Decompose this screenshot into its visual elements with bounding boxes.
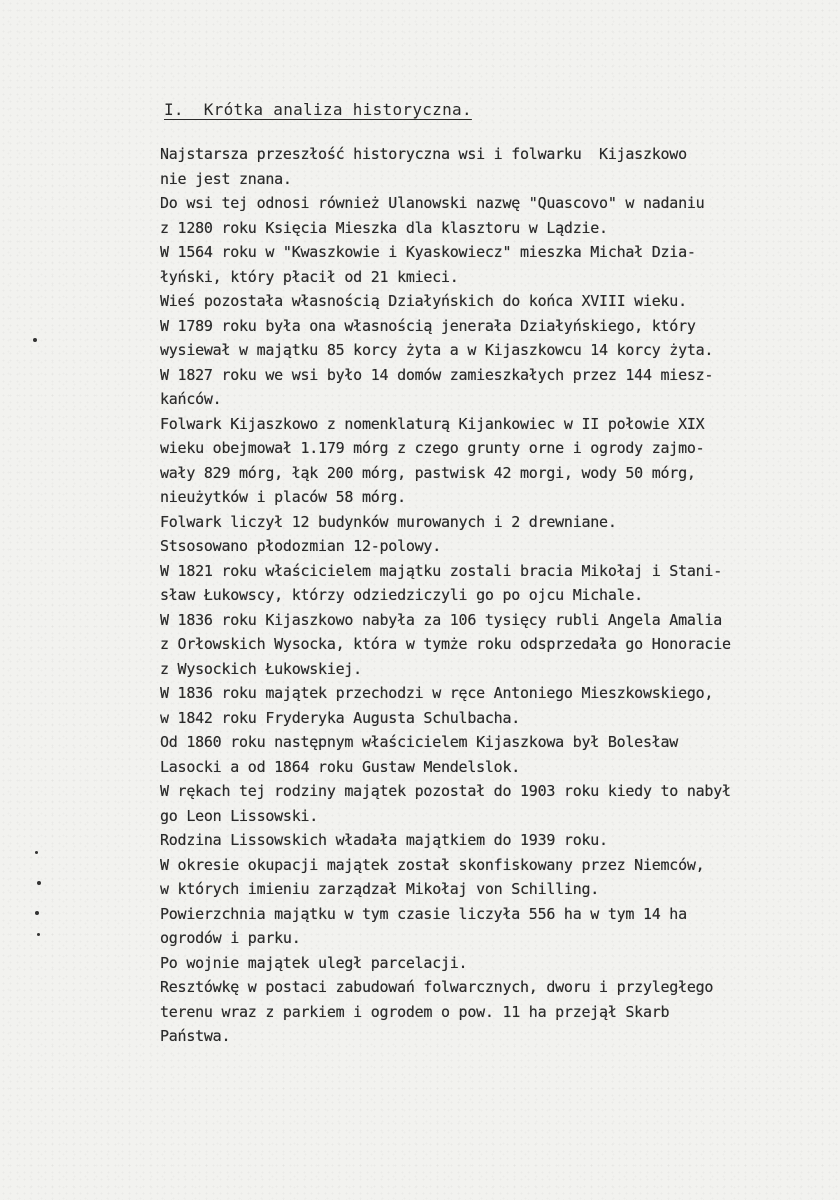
text-line: wysiewał w majątku 85 korcy żyta a w Kijaszkowcu 14 korcy żyta.: [160, 341, 714, 359]
text-line: W 1789 roku była ona własnością jenerała Działyńskiego, który: [160, 316, 696, 335]
text-line: go Leon Lissowski.: [160, 806, 319, 825]
text-line: Od 1860 roku następnym właścicielem Kijaszkowa był Bolesław: [160, 733, 679, 751]
text-line: Stsosowano płodozmian 12-polowy.: [160, 537, 441, 555]
text-line: W okresie okupacji majątek został skonfiskowany przez Niemców,: [160, 855, 705, 874]
text-line: Państwa.: [160, 1027, 231, 1045]
text-line: Najstarsza przeszłość historyczna wsi i folwarku Kijaszkowo: [160, 145, 687, 163]
text-line: łyński, który płacił od 21 kmieci.: [160, 267, 459, 286]
body-text: [160, 142, 840, 1049]
text-line: W 1564 roku w "Kwaszkowie i Kyaskowiecz" mieszka Michał Dzia-: [160, 243, 696, 261]
section-title: I. Krótka analiza historyczna.: [164, 100, 472, 119]
margin-dot: [37, 881, 41, 885]
text-line: kańców.: [160, 390, 222, 408]
margin-dot: [35, 851, 38, 854]
text-line: wały 829 mórg, łąk 200 mórg, pastwisk 42 morgi, wody 50 mórg,: [160, 463, 696, 482]
text-line: z 1280 roku Księcia Mieszka dla klasztoru w Lądzie.: [160, 218, 608, 237]
margin-dot: [33, 338, 37, 342]
text-line: Powierzchnia majątku w tym czasie liczyła 556 ha w tym 14 ha: [160, 904, 687, 923]
text-line: Do wsi tej odnosi również Ulanowski nazwę "Quascovo" w nadaniu: [160, 194, 705, 212]
text-line: terenu wraz z parkiem i ogrodem o pow. 11 ha przejął Skarb: [160, 1002, 670, 1021]
text-line: nieużytków i placów 58 mórg.: [160, 488, 406, 506]
text-line: w których imieniu zarządzał Mikołaj von Schilling.: [160, 880, 600, 898]
text-line: Resztówkę w postaci zabudowań folwarcznych, dworu i przyległego: [160, 978, 714, 996]
text-line: Lasocki a od 1864 roku Gustaw Mendelslok.: [160, 757, 521, 776]
margin-dot: [37, 933, 40, 936]
text-line: wieku obejmował 1.179 mórg z czego grunty orne i ogrody zajmo-: [160, 439, 705, 457]
text-line: sław Łukowscy, którzy odziedziczyli go po ojcu Michale.: [160, 586, 643, 604]
text-line: Rodzina Lissowskich władała majątkiem do 1939 roku.: [160, 831, 608, 849]
text-line: nie jest znana.: [160, 169, 292, 188]
text-line: W 1827 roku we wsi było 14 domów zamieszkałych przez 144 miesz-: [160, 365, 714, 384]
text-line: ogrodów i parku.: [160, 929, 301, 947]
text-line: Folwark liczył 12 budynków murowanych i 2 drewniane.: [160, 512, 617, 531]
text-line: z Wysockich Łukowskiej.: [160, 659, 362, 678]
margin-dot: [35, 911, 39, 915]
text-line: Wieś pozostała własnością Działyńskich do końca XVIII wieku.: [160, 292, 687, 310]
text-line: z Orłowskich Wysocka, która w tymże roku odsprzedała go Honoracie: [160, 635, 731, 653]
text-line: W 1821 roku właścicielem majątku zostali bracia Mikołaj i Stani-: [160, 561, 722, 580]
text-line: w 1842 roku Fryderyka Augusta Schulbacha.: [160, 708, 521, 727]
text-line: Folwark Kijaszkowo z nomenklaturą Kijankowiec w II połowie XIX: [160, 414, 705, 433]
text-line: W 1836 roku Kijaszkowo nabyła za 106 tysięcy rubli Angela Amalia: [160, 610, 722, 629]
text-line: W 1836 roku majątek przechodzi w ręce Antoniego Mieszkowskiego,: [160, 684, 714, 702]
text-line: W rękach tej rodziny majątek pozostał do 1903 roku kiedy to nabył: [160, 782, 731, 800]
text-line: Po wojnie majątek uległ parcelacji.: [160, 953, 468, 972]
